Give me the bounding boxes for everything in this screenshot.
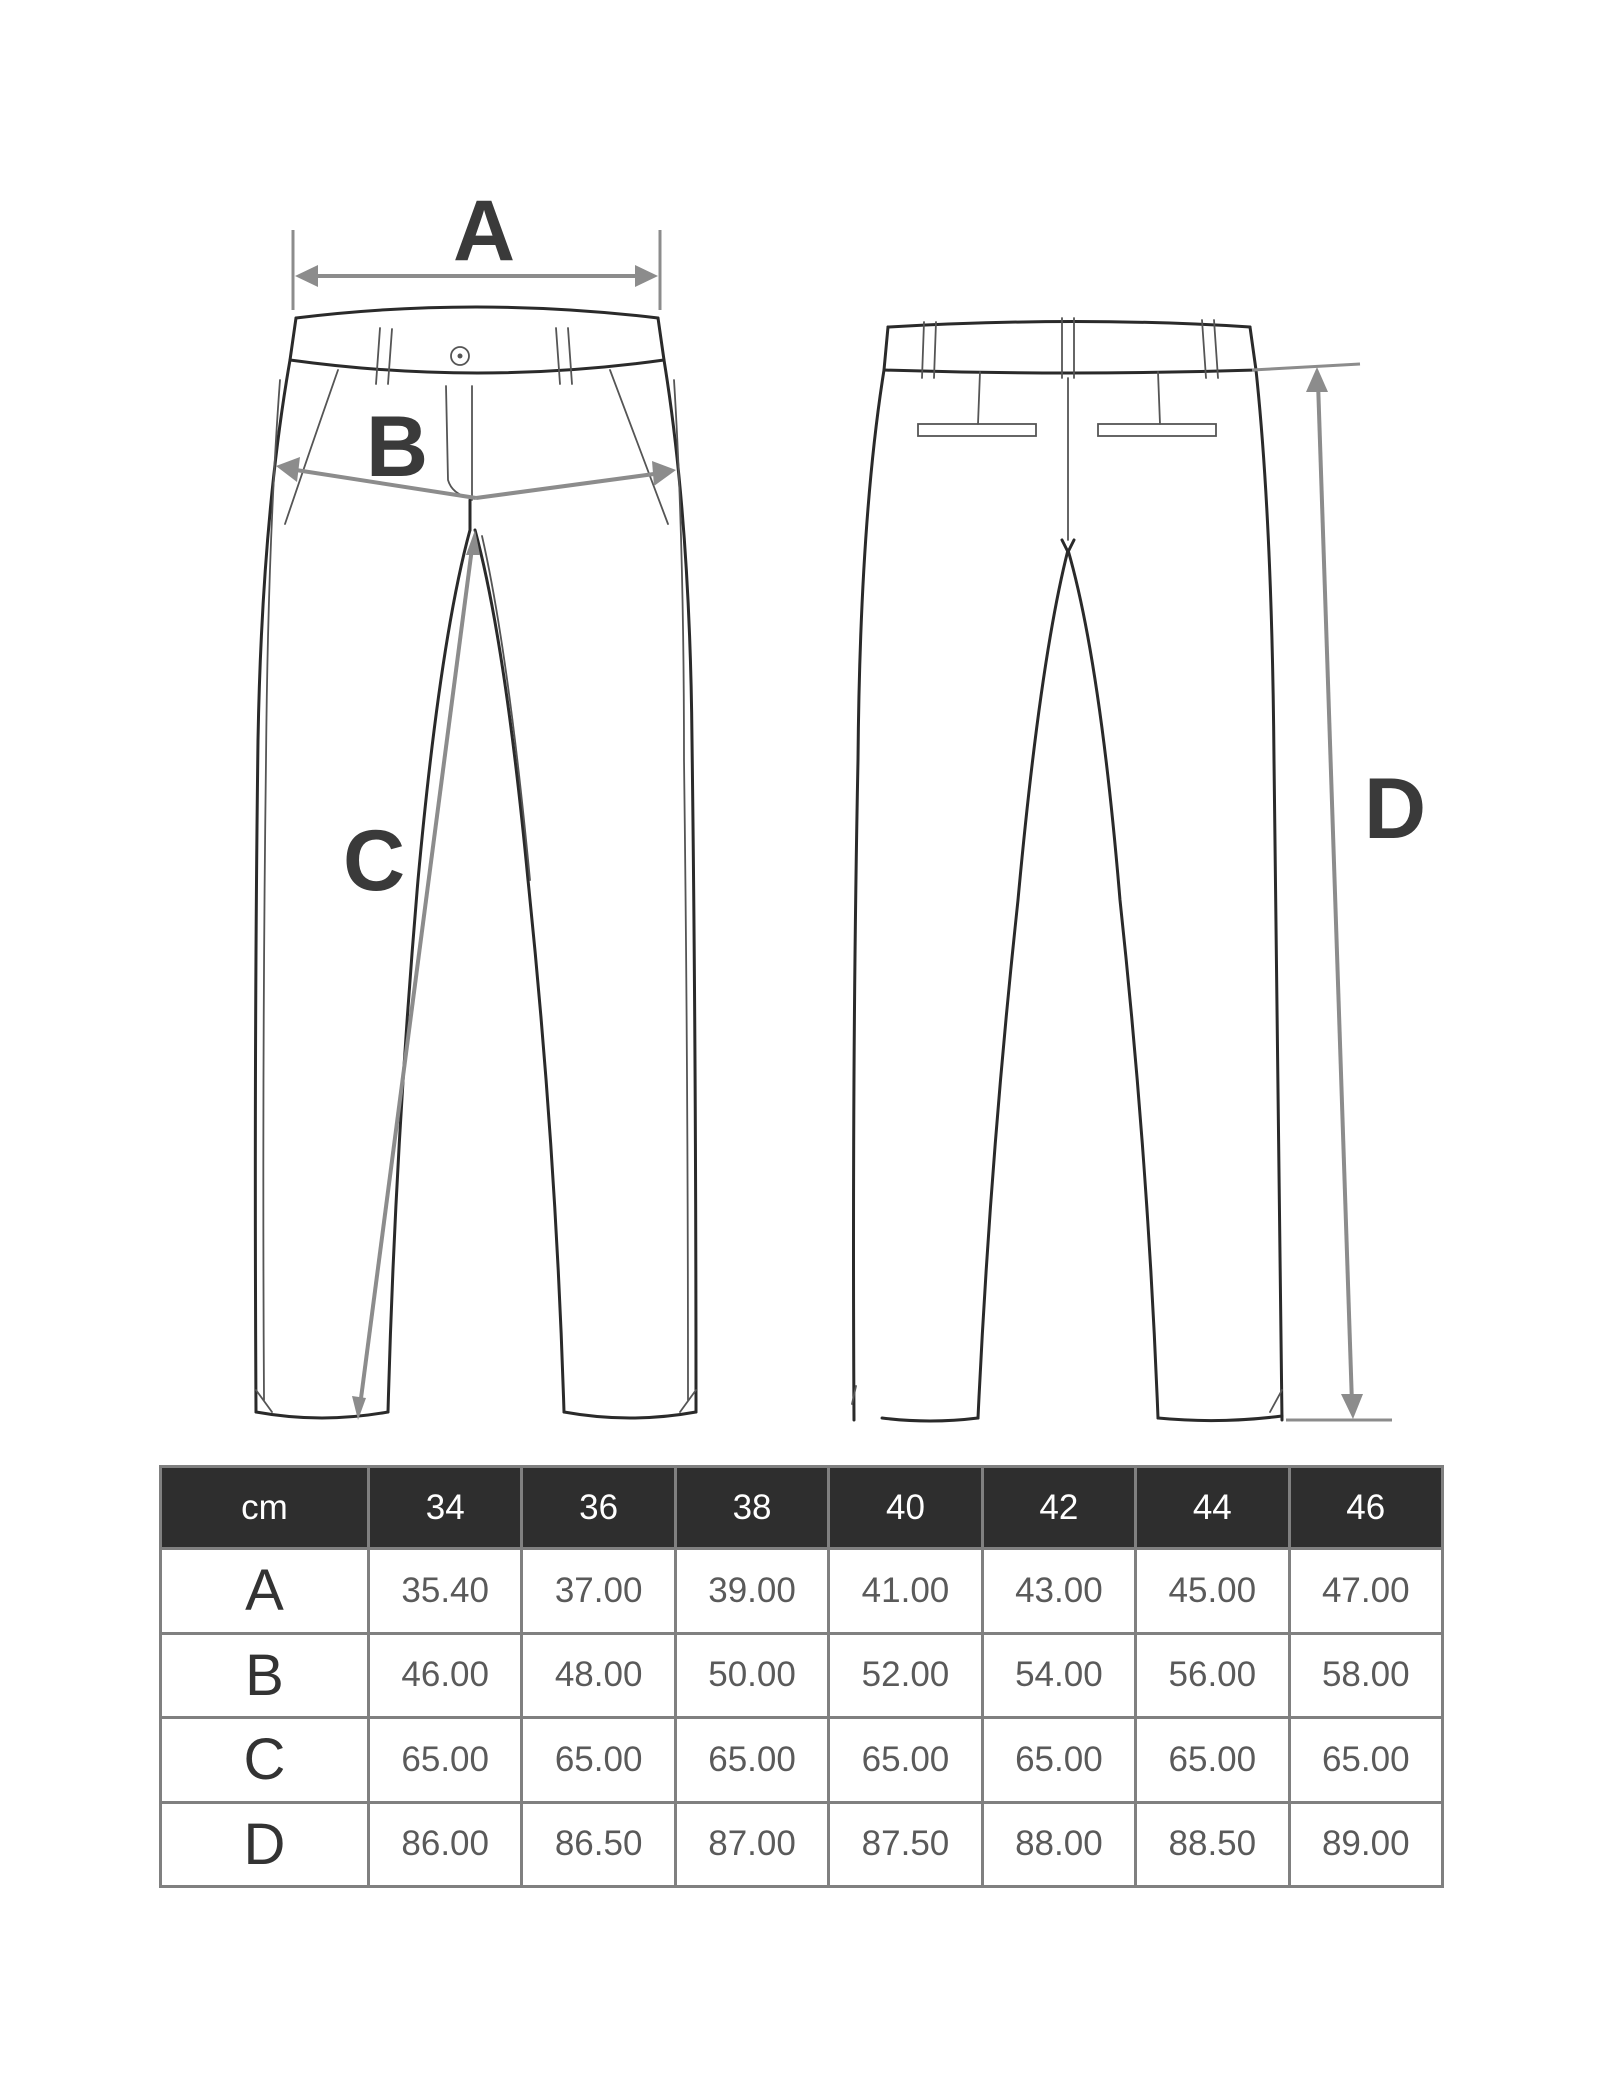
table-cell: 65.00 xyxy=(982,1718,1135,1803)
unit-header: cm xyxy=(161,1467,369,1549)
size-header: 34 xyxy=(369,1467,522,1549)
label-d: D xyxy=(1363,761,1427,857)
row-label: C xyxy=(161,1718,369,1803)
table-cell: 37.00 xyxy=(522,1549,675,1634)
size-header: 36 xyxy=(522,1467,675,1549)
size-header-row xyxy=(161,1467,1443,1549)
row-label: B xyxy=(161,1633,369,1718)
table-cell: 46.00 xyxy=(369,1633,522,1718)
table-row xyxy=(161,1549,1443,1634)
table-cell: 65.00 xyxy=(369,1718,522,1803)
table-cell: 45.00 xyxy=(1136,1549,1289,1634)
table-cell: 50.00 xyxy=(675,1633,828,1718)
size-chart-table xyxy=(159,1465,1444,1888)
measure-line-c xyxy=(352,530,480,1420)
table-row xyxy=(161,1802,1443,1887)
table-cell: 88.00 xyxy=(982,1802,1135,1887)
table-cell: 54.00 xyxy=(982,1633,1135,1718)
table-row xyxy=(161,1718,1443,1803)
table-cell: 52.00 xyxy=(829,1633,982,1718)
size-header: 40 xyxy=(829,1467,982,1549)
table-cell: 87.00 xyxy=(675,1802,828,1887)
row-label: D xyxy=(161,1802,369,1887)
table-cell: 39.00 xyxy=(675,1549,828,1634)
table-cell: 56.00 xyxy=(1136,1633,1289,1718)
table-cell: 41.00 xyxy=(829,1549,982,1634)
label-c: C xyxy=(342,813,406,909)
size-header: 44 xyxy=(1136,1467,1289,1549)
table-cell: 65.00 xyxy=(829,1718,982,1803)
size-header: 46 xyxy=(1289,1467,1442,1549)
table-row xyxy=(161,1633,1443,1718)
table-cell: 86.00 xyxy=(369,1802,522,1887)
table-cell: 65.00 xyxy=(675,1718,828,1803)
size-header: 42 xyxy=(982,1467,1135,1549)
table-cell: 65.00 xyxy=(522,1718,675,1803)
table-cell: 48.00 xyxy=(522,1633,675,1718)
measure-line-d xyxy=(1252,364,1392,1420)
table-cell: 89.00 xyxy=(1289,1802,1442,1887)
table-cell: 65.00 xyxy=(1136,1718,1289,1803)
table-cell: 35.40 xyxy=(369,1549,522,1634)
table-cell: 88.50 xyxy=(1136,1802,1289,1887)
label-b: B xyxy=(365,399,429,495)
size-header: 38 xyxy=(675,1467,828,1549)
table-cell: 86.50 xyxy=(522,1802,675,1887)
table-cell: 87.50 xyxy=(829,1802,982,1887)
pants-back-view xyxy=(852,318,1282,1421)
label-a: A xyxy=(452,183,516,279)
row-label: A xyxy=(161,1549,369,1634)
measure-line-b xyxy=(276,457,676,498)
table-cell: 65.00 xyxy=(1289,1718,1442,1803)
table-cell: 58.00 xyxy=(1289,1633,1442,1718)
table-cell: 43.00 xyxy=(982,1549,1135,1634)
table-cell: 47.00 xyxy=(1289,1549,1442,1634)
